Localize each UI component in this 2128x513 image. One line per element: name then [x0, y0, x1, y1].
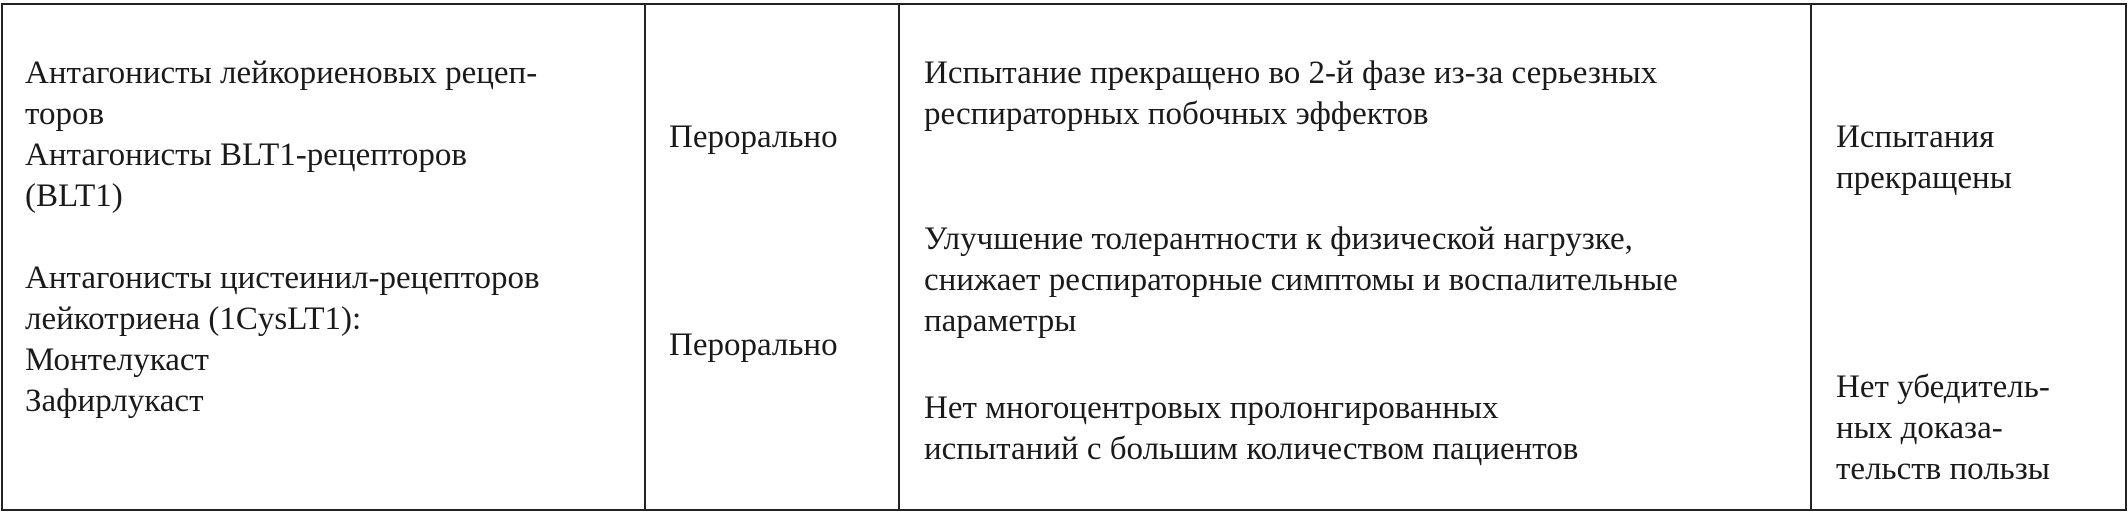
results-cell: [899, 4, 1811, 510]
drug-table: [1, 3, 2127, 511]
result-text-3: Нет многоцентровых пролонгированных испытаний с большим количеством пациентов: [924, 390, 1579, 467]
route-text-1: Перорально: [669, 119, 838, 155]
status-cell: [1811, 4, 2126, 510]
route-text-2: Перорально: [669, 327, 838, 363]
result-text-2: Улучшение толерантности к физической нагрузке, снижает респираторные симптомы и воспалительные параметры: [924, 221, 1678, 339]
route-cell: [645, 4, 899, 510]
status-text-1: Испытания прекращены: [1836, 119, 2012, 196]
result-text-1: Испытание прекращено во 2-й фазе из-за серьезных респираторных побочных эффектов: [924, 55, 1658, 132]
status-text-2: Нет убедитель- ных доказа- тельств пользы: [1836, 369, 2050, 487]
table-row: [2, 4, 2126, 510]
agents-cell: [2, 4, 645, 510]
agents-text: Антагонисты лейкориеновых рецеп- торов Антагонисты BLT1-рецепторов (BLT1) Антагонисты цистеинил-рецепторов лейкотриена (1CysLT1): Монтелукаст Зафирлукаст: [25, 55, 540, 419]
